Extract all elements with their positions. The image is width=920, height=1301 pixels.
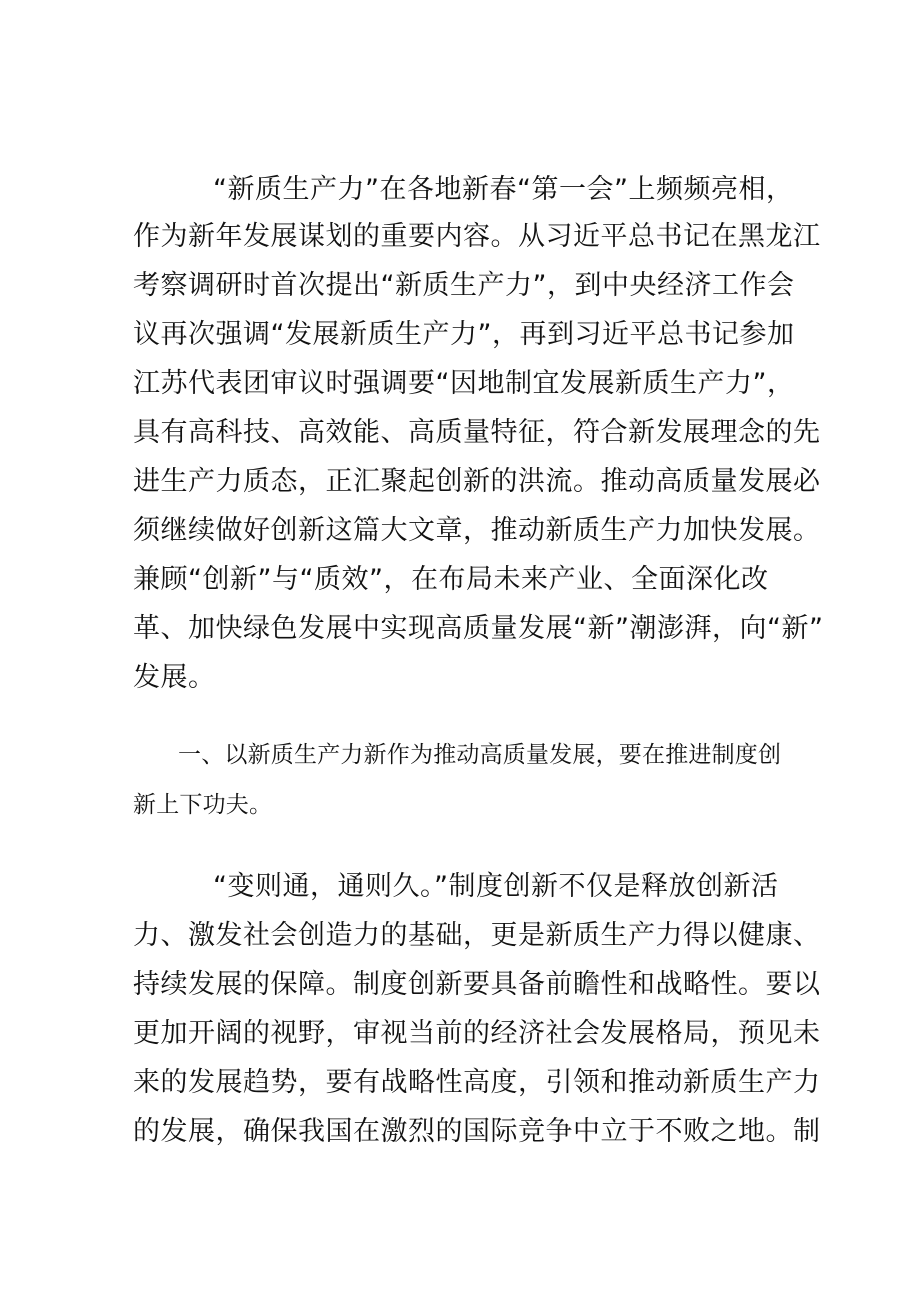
paragraph-line: 江苏代表团审议时强调要“因地制宜发展新质生产力”， bbox=[133, 368, 795, 399]
paragraph-line: 发展。 bbox=[133, 662, 216, 693]
paragraph-line: 议再次强调“发展新质生产力”，再到习近平总书记参加 bbox=[133, 319, 795, 350]
paragraph-line: 革、加快绿色发展中实现高质量发展“新”潮澎湃，向“新” bbox=[133, 613, 824, 644]
paragraph-line: 更加开阔的视野，审视当前的经济社会发展格局，预见未 bbox=[133, 1018, 821, 1049]
paragraph-line: 兼顾“创新”与“质效”，在布局未来产业、全面深化改 bbox=[133, 564, 769, 595]
paragraph-line: 考察调研时首次提出“新质生产力”，到中央经济工作会 bbox=[133, 270, 795, 301]
paragraph-line: “新质生产力”在各地新春“第一会”上频频亮相， bbox=[213, 174, 794, 205]
paragraph-line: 须继续做好创新这篇大文章，推动新质生产力加快发展。 bbox=[133, 515, 821, 546]
paragraph-line: 具有高科技、高效能、高质量特征，符合新发展理念的先 bbox=[133, 417, 821, 448]
paragraph-line: “变则通，通则久。”制度创新不仅是释放创新活 bbox=[213, 871, 779, 902]
paragraph-line: 持续发展的保障。制度创新要具备前瞻性和战略性。要以 bbox=[133, 969, 821, 1000]
paragraph-line: 进生产力质态，正汇聚起创新的洪流。推动高质量发展必 bbox=[133, 466, 821, 497]
heading-line: 一、以新质生产力新作为推动高质量发展，要在推进制度创 bbox=[178, 742, 782, 768]
paragraph-line: 来的发展趋势，要有战略性高度，引领和推动新质生产力 bbox=[133, 1067, 821, 1098]
paragraph-line: 作为新年发展谋划的重要内容。从习近平总书记在黑龙江 bbox=[133, 221, 821, 252]
paragraph-line: 力、激发社会创造力的基础，更是新质生产力得以健康、 bbox=[133, 920, 821, 951]
heading-line: 新上下功夫。 bbox=[133, 792, 273, 818]
paragraph-line: 的发展，确保我国在激烈的国际竞争中立于不败之地。制 bbox=[133, 1116, 821, 1147]
